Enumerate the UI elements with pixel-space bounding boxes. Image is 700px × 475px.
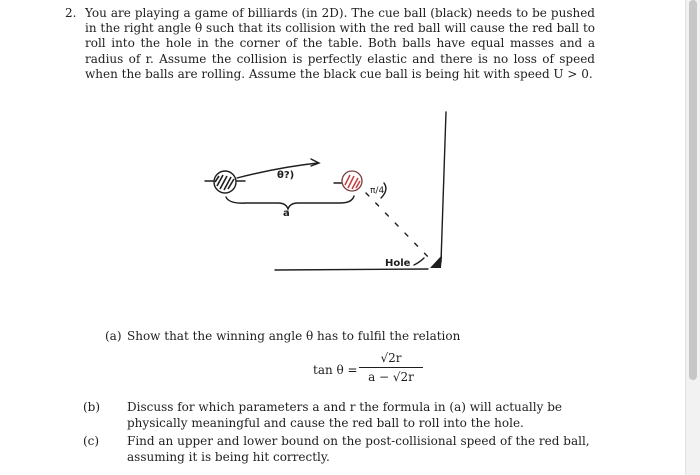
equation-lhs: tan θ = xyxy=(313,363,358,377)
cue-ball xyxy=(214,171,236,193)
equation-fraction xyxy=(359,350,423,385)
equation-numerator: √2r xyxy=(380,351,402,365)
part-b-text: Discuss for which parameters a and r the formula in (a) will actually be physically meaningful and cause the red ball to roll into the hole. xyxy=(127,400,562,430)
fraction-bar xyxy=(359,367,423,368)
equation-denominator: a − √2r xyxy=(368,370,414,384)
table-edge-bottom xyxy=(275,269,428,270)
hole-label: Hole xyxy=(385,258,411,269)
corner-pocket xyxy=(430,255,442,268)
part-c-text: Find an upper and lower bound on the post-collisional speed of the red ball, assuming it is being hit correctly. xyxy=(127,434,590,464)
hole-arrow xyxy=(414,258,424,265)
aim-arrowhead xyxy=(311,159,319,166)
problem-number: 2. xyxy=(65,6,77,20)
red-ball xyxy=(342,171,362,191)
part-c-label: (c) xyxy=(83,434,100,448)
part-a xyxy=(105,329,585,345)
corner-angle-label: π/4 xyxy=(370,186,385,196)
part-b xyxy=(83,400,617,431)
table-edge-right xyxy=(441,112,446,262)
distance-label: a xyxy=(283,208,290,219)
part-c xyxy=(83,434,617,465)
part-b-label: (b) xyxy=(83,400,101,414)
problem-text: You are playing a game of billiards (in 2D). The cue ball (black) needs to be pushed in the right angle θ such that its collision with the red ball will cause the red ball to roll into the hole in the corner of the table. Both balls have equal masses and a radius of r. Assume the collision is perfectly elastic and there is no loss of speed when the balls are rolling. Assume the black cue ball is being hit with speed U > 0. xyxy=(85,6,595,81)
angle-label: θ?) xyxy=(277,170,295,181)
red-ball-path xyxy=(366,193,433,262)
distance-brace xyxy=(226,196,354,209)
equation xyxy=(313,350,453,390)
part-a-text: Show that the winning angle θ has to fulfil the relation xyxy=(127,329,461,343)
part-a-label: (a) xyxy=(105,329,122,343)
